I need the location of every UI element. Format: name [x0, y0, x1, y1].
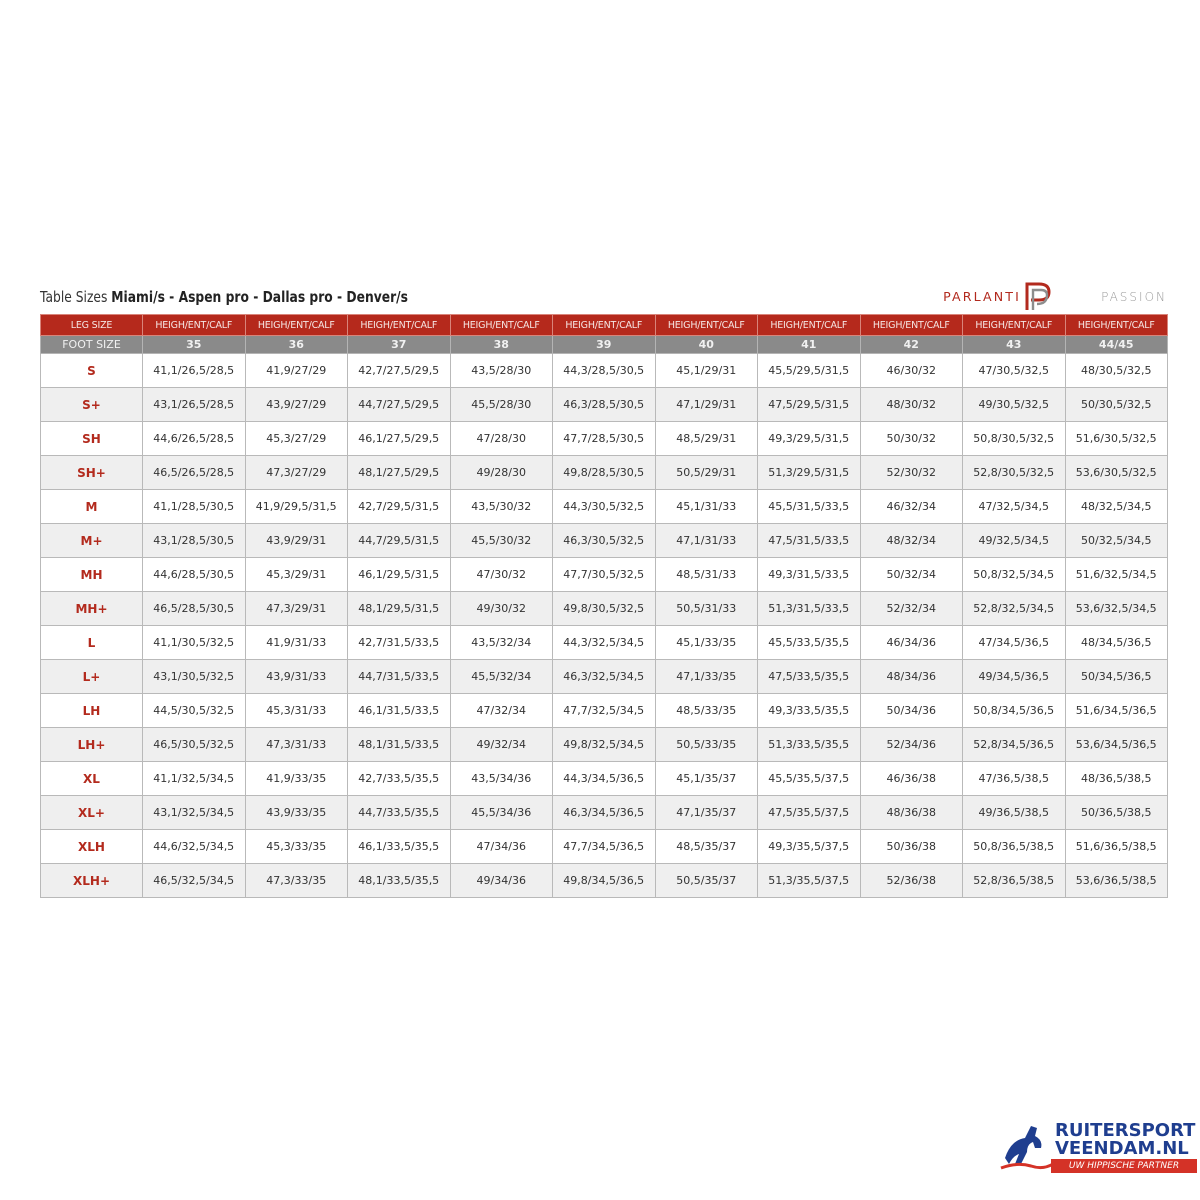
table-row — [41, 864, 1168, 898]
measurement-cell: 44,3/30,5/32,5 — [553, 490, 656, 524]
measurement-cell: 52,8/32,5/34,5 — [963, 592, 1066, 626]
foot-size-header: 38 — [450, 336, 553, 354]
measurement-cell: 47,5/31,5/33,5 — [758, 524, 861, 558]
measurement-cell: 49/36,5/38,5 — [963, 796, 1066, 830]
measurement-cell: 45,1/33/35 — [655, 626, 758, 660]
measurement-cell: 48/30/32 — [860, 388, 963, 422]
measurement-cell: 49/30/32 — [450, 592, 553, 626]
leg-size-label-cell: MH+ — [41, 592, 143, 626]
table-row — [41, 524, 1168, 558]
leg-size-label-cell: L+ — [41, 660, 143, 694]
measurement-cell: 44,7/29,5/31,5 — [348, 524, 451, 558]
measurement-cell: 45,1/31/33 — [655, 490, 758, 524]
measurement-cell: 48,5/33/35 — [655, 694, 758, 728]
measurement-cell: 46,1/33,5/35,5 — [348, 830, 451, 864]
title-row — [40, 278, 1167, 314]
leg-size-column-header: HEIGH/ENT/CALF — [348, 315, 451, 336]
measurement-cell: 43,5/30/32 — [450, 490, 553, 524]
measurement-cell: 49,8/34,5/36,5 — [553, 864, 656, 898]
measurement-cell: 47,5/29,5/31,5 — [758, 388, 861, 422]
measurement-cell: 47,1/33/35 — [655, 660, 758, 694]
measurement-cell: 49,8/32,5/34,5 — [553, 728, 656, 762]
measurement-cell: 46,1/29,5/31,5 — [348, 558, 451, 592]
measurement-cell: 47/28/30 — [450, 422, 553, 456]
measurement-cell: 50/36/38 — [860, 830, 963, 864]
measurement-cell: 43,9/29/31 — [245, 524, 348, 558]
measurement-cell: 45,1/29/31 — [655, 354, 758, 388]
measurement-cell: 46,1/27,5/29,5 — [348, 422, 451, 456]
measurement-cell: 49/34,5/36,5 — [963, 660, 1066, 694]
measurement-cell: 48,1/31,5/33,5 — [348, 728, 451, 762]
measurement-cell: 48/30,5/32,5 — [1065, 354, 1168, 388]
measurement-cell: 43,1/32,5/34,5 — [143, 796, 246, 830]
leg-size-label-cell: XLH — [41, 830, 143, 864]
foot-size-header: 42 — [860, 336, 963, 354]
measurement-cell: 43,9/27/29 — [245, 388, 348, 422]
leg-size-label-cell: XL+ — [41, 796, 143, 830]
leg-size-column-header: HEIGH/ENT/CALF — [143, 315, 246, 336]
measurement-cell: 42,7/27,5/29,5 — [348, 354, 451, 388]
measurement-cell: 50/32,5/34,5 — [1065, 524, 1168, 558]
measurement-cell: 52/36/38 — [860, 864, 963, 898]
foot-size-header: 43 — [963, 336, 1066, 354]
table-row — [41, 592, 1168, 626]
measurement-cell: 52,8/36,5/38,5 — [963, 864, 1066, 898]
measurement-cell: 50/30,5/32,5 — [1065, 388, 1168, 422]
leg-size-column-header: HEIGH/ENT/CALF — [553, 315, 656, 336]
measurement-cell: 44,6/28,5/30,5 — [143, 558, 246, 592]
measurement-cell: 47,3/27/29 — [245, 456, 348, 490]
measurement-cell: 49/32/34 — [450, 728, 553, 762]
measurement-cell: 47/32,5/34,5 — [963, 490, 1066, 524]
measurement-cell: 46,3/32,5/34,5 — [553, 660, 656, 694]
table-row — [41, 796, 1168, 830]
size-chart-sheet — [40, 278, 1167, 898]
measurement-cell: 51,3/31,5/33,5 — [758, 592, 861, 626]
leg-size-column-header: HEIGH/ENT/CALF — [860, 315, 963, 336]
measurement-cell: 45,3/29/31 — [245, 558, 348, 592]
ruitersport-veendam-watermark — [997, 1118, 1197, 1178]
foot-size-header: 39 — [553, 336, 656, 354]
measurement-cell: 44,3/34,5/36,5 — [553, 762, 656, 796]
measurement-cell: 50/34/36 — [860, 694, 963, 728]
measurement-cell: 48,5/29/31 — [655, 422, 758, 456]
logo-brand-right: PASSION — [1101, 290, 1167, 304]
foot-size-header: 36 — [245, 336, 348, 354]
measurement-cell: 47/30,5/32,5 — [963, 354, 1066, 388]
leg-size-label-cell: M+ — [41, 524, 143, 558]
measurement-cell: 45,5/30/32 — [450, 524, 553, 558]
measurement-cell: 41,9/29,5/31,5 — [245, 490, 348, 524]
measurement-cell: 47/36,5/38,5 — [963, 762, 1066, 796]
measurement-cell: 47,1/29/31 — [655, 388, 758, 422]
leg-size-column-header: HEIGH/ENT/CALF — [245, 315, 348, 336]
measurement-cell: 53,6/30,5/32,5 — [1065, 456, 1168, 490]
measurement-cell: 49,3/35,5/37,5 — [758, 830, 861, 864]
foot-size-label: FOOT SIZE — [41, 336, 143, 354]
measurement-cell: 44,3/28,5/30,5 — [553, 354, 656, 388]
measurement-cell: 45,5/32/34 — [450, 660, 553, 694]
measurement-cell: 45,3/31/33 — [245, 694, 348, 728]
horse-logo-icon — [997, 1118, 1055, 1174]
measurement-cell: 46/32/34 — [860, 490, 963, 524]
measurement-cell: 45,3/33/35 — [245, 830, 348, 864]
leg-size-label-cell: S+ — [41, 388, 143, 422]
measurement-cell: 45,3/27/29 — [245, 422, 348, 456]
leg-size-label-cell: SH — [41, 422, 143, 456]
title-models: Miami/s - Aspen pro - Dallas pro - Denver/s — [111, 288, 408, 306]
measurement-cell: 44,5/30,5/32,5 — [143, 694, 246, 728]
table-row — [41, 728, 1168, 762]
measurement-cell: 53,6/36,5/38,5 — [1065, 864, 1168, 898]
measurement-cell: 47/34,5/36,5 — [963, 626, 1066, 660]
leg-size-label-cell: LH+ — [41, 728, 143, 762]
measurement-cell: 47,3/31/33 — [245, 728, 348, 762]
measurement-cell: 42,7/29,5/31,5 — [348, 490, 451, 524]
foot-size-header: 44/45 — [1065, 336, 1168, 354]
table-row — [41, 388, 1168, 422]
measurement-cell: 52,8/34,5/36,5 — [963, 728, 1066, 762]
measurement-cell: 41,1/30,5/32,5 — [143, 626, 246, 660]
table-row — [41, 354, 1168, 388]
measurement-cell: 43,5/34/36 — [450, 762, 553, 796]
table-row — [41, 490, 1168, 524]
measurement-cell: 45,5/34/36 — [450, 796, 553, 830]
measurement-cell: 45,5/29,5/31,5 — [758, 354, 861, 388]
measurement-cell: 48,1/29,5/31,5 — [348, 592, 451, 626]
measurement-cell: 50,8/32,5/34,5 — [963, 558, 1066, 592]
measurement-cell: 52/30/32 — [860, 456, 963, 490]
foot-size-header: 37 — [348, 336, 451, 354]
watermark-line2: VEENDAM.NL — [1055, 1138, 1189, 1159]
leg-size-label: LEG SIZE — [41, 315, 143, 336]
measurement-cell: 47/34/36 — [450, 830, 553, 864]
measurement-cell: 48/36/38 — [860, 796, 963, 830]
measurement-cell: 50,8/36,5/38,5 — [963, 830, 1066, 864]
measurement-cell: 50/36,5/38,5 — [1065, 796, 1168, 830]
table-row — [41, 456, 1168, 490]
measurement-cell: 47,1/35/37 — [655, 796, 758, 830]
measurement-cell: 48/34,5/36,5 — [1065, 626, 1168, 660]
leg-size-column-header: HEIGH/ENT/CALF — [655, 315, 758, 336]
table-row — [41, 626, 1168, 660]
leg-size-label-cell: XLH+ — [41, 864, 143, 898]
measurement-cell: 48/32,5/34,5 — [1065, 490, 1168, 524]
measurement-cell: 46,5/30,5/32,5 — [143, 728, 246, 762]
size-table-body — [41, 315, 1168, 898]
leg-size-column-header: HEIGH/ENT/CALF — [450, 315, 553, 336]
measurement-cell: 42,7/31,5/33,5 — [348, 626, 451, 660]
measurement-cell: 50/32/34 — [860, 558, 963, 592]
measurement-cell: 49/32,5/34,5 — [963, 524, 1066, 558]
measurement-cell: 49/30,5/32,5 — [963, 388, 1066, 422]
measurement-cell: 46,3/34,5/36,5 — [553, 796, 656, 830]
measurement-cell: 49,8/28,5/30,5 — [553, 456, 656, 490]
title-prefix: Table Sizes — [40, 288, 108, 306]
leg-size-label-cell: MH — [41, 558, 143, 592]
leg-size-column-header: HEIGH/ENT/CALF — [1065, 315, 1168, 336]
watermark-tagline: UW HIPPISCHE PARTNER — [1051, 1159, 1197, 1173]
table-row — [41, 558, 1168, 592]
measurement-cell: 50,5/29/31 — [655, 456, 758, 490]
size-table — [40, 314, 1168, 898]
measurement-cell: 48/32/34 — [860, 524, 963, 558]
measurement-cell: 51,3/29,5/31,5 — [758, 456, 861, 490]
measurement-cell: 50,8/34,5/36,5 — [963, 694, 1066, 728]
measurement-cell: 47,3/33/35 — [245, 864, 348, 898]
leg-size-label-cell: SH+ — [41, 456, 143, 490]
measurement-cell: 46/30/32 — [860, 354, 963, 388]
watermark-line1: RUITERSPORT — [1055, 1120, 1196, 1141]
measurement-cell: 50,5/33/35 — [655, 728, 758, 762]
measurement-cell: 41,1/28,5/30,5 — [143, 490, 246, 524]
measurement-cell: 41,9/33/35 — [245, 762, 348, 796]
page-title — [40, 288, 408, 306]
measurement-cell: 50/34,5/36,5 — [1065, 660, 1168, 694]
measurement-cell: 45,1/35/37 — [655, 762, 758, 796]
measurement-cell: 50,5/31/33 — [655, 592, 758, 626]
leg-size-column-header: HEIGH/ENT/CALF — [758, 315, 861, 336]
measurement-cell: 53,6/32,5/34,5 — [1065, 592, 1168, 626]
measurement-cell: 52,8/30,5/32,5 — [963, 456, 1066, 490]
pp-monogram-icon — [1021, 280, 1055, 312]
measurement-cell: 43,9/33/35 — [245, 796, 348, 830]
table-row — [41, 830, 1168, 864]
leg-size-label-cell: M — [41, 490, 143, 524]
logo-brand-left: PARLANTI — [943, 290, 1021, 304]
measurement-cell: 47/30/32 — [450, 558, 553, 592]
measurement-cell: 47,7/30,5/32,5 — [553, 558, 656, 592]
measurement-cell: 52/34/36 — [860, 728, 963, 762]
measurement-cell: 44,6/32,5/34,5 — [143, 830, 246, 864]
measurement-cell: 50,5/35/37 — [655, 864, 758, 898]
leg-size-column-header: HEIGH/ENT/CALF — [963, 315, 1066, 336]
table-row — [41, 422, 1168, 456]
measurement-cell: 45,5/33,5/35,5 — [758, 626, 861, 660]
measurement-cell: 43,9/31/33 — [245, 660, 348, 694]
foot-size-header: 41 — [758, 336, 861, 354]
leg-size-label-cell: LH — [41, 694, 143, 728]
measurement-cell: 49,3/31,5/33,5 — [758, 558, 861, 592]
measurement-cell: 42,7/33,5/35,5 — [348, 762, 451, 796]
measurement-cell: 41,9/31/33 — [245, 626, 348, 660]
table-row — [41, 660, 1168, 694]
measurement-cell: 48,5/31/33 — [655, 558, 758, 592]
measurement-cell: 48,1/33,5/35,5 — [348, 864, 451, 898]
measurement-cell: 47,7/34,5/36,5 — [553, 830, 656, 864]
measurement-cell: 47,7/32,5/34,5 — [553, 694, 656, 728]
measurement-cell: 41,1/32,5/34,5 — [143, 762, 246, 796]
foot-size-header: 40 — [655, 336, 758, 354]
measurement-cell: 48/36,5/38,5 — [1065, 762, 1168, 796]
measurement-cell: 47,1/31/33 — [655, 524, 758, 558]
measurement-cell: 44,3/32,5/34,5 — [553, 626, 656, 660]
leg-size-label-cell: S — [41, 354, 143, 388]
measurement-cell: 47,5/35,5/37,5 — [758, 796, 861, 830]
measurement-cell: 51,6/34,5/36,5 — [1065, 694, 1168, 728]
measurement-cell: 50/30/32 — [860, 422, 963, 456]
measurement-cell: 46,3/30,5/32,5 — [553, 524, 656, 558]
measurement-cell: 44,7/33,5/35,5 — [348, 796, 451, 830]
table-row — [41, 694, 1168, 728]
measurement-cell: 46/34/36 — [860, 626, 963, 660]
measurement-cell: 49,8/30,5/32,5 — [553, 592, 656, 626]
measurement-cell: 51,3/33,5/35,5 — [758, 728, 861, 762]
measurement-cell: 51,6/30,5/32,5 — [1065, 422, 1168, 456]
measurement-cell: 43,5/32/34 — [450, 626, 553, 660]
foot-size-header-row — [41, 336, 1168, 354]
measurement-cell: 47,5/33,5/35,5 — [758, 660, 861, 694]
measurement-cell: 51,6/36,5/38,5 — [1065, 830, 1168, 864]
measurement-cell: 46,5/26,5/28,5 — [143, 456, 246, 490]
measurement-cell: 44,7/31,5/33,5 — [348, 660, 451, 694]
measurement-cell: 53,6/34,5/36,5 — [1065, 728, 1168, 762]
measurement-cell: 46/36/38 — [860, 762, 963, 796]
measurement-cell: 48/34/36 — [860, 660, 963, 694]
measurement-cell: 44,6/26,5/28,5 — [143, 422, 246, 456]
measurement-cell: 45,5/28/30 — [450, 388, 553, 422]
measurement-cell: 44,7/27,5/29,5 — [348, 388, 451, 422]
measurement-cell: 45,5/31,5/33,5 — [758, 490, 861, 524]
parlanti-passion-logo — [897, 280, 1167, 312]
leg-size-label-cell: XL — [41, 762, 143, 796]
measurement-cell: 47/32/34 — [450, 694, 553, 728]
measurement-cell: 43,1/28,5/30,5 — [143, 524, 246, 558]
measurement-cell: 41,1/26,5/28,5 — [143, 354, 246, 388]
measurement-cell: 45,5/35,5/37,5 — [758, 762, 861, 796]
measurement-cell: 43,1/26,5/28,5 — [143, 388, 246, 422]
measurement-cell: 46,1/31,5/33,5 — [348, 694, 451, 728]
measurement-cell: 46,5/32,5/34,5 — [143, 864, 246, 898]
measurement-cell: 48,5/35/37 — [655, 830, 758, 864]
measurement-cell: 52/32/34 — [860, 592, 963, 626]
measurement-cell: 51,3/35,5/37,5 — [758, 864, 861, 898]
leg-size-label-cell: L — [41, 626, 143, 660]
measurement-cell: 50,8/30,5/32,5 — [963, 422, 1066, 456]
measurement-cell: 49/34/36 — [450, 864, 553, 898]
measurement-cell: 51,6/32,5/34,5 — [1065, 558, 1168, 592]
measurement-cell: 46,3/28,5/30,5 — [553, 388, 656, 422]
foot-size-header: 35 — [143, 336, 246, 354]
measurement-cell: 43,1/30,5/32,5 — [143, 660, 246, 694]
measurement-cell: 43,5/28/30 — [450, 354, 553, 388]
measurement-cell: 49/28/30 — [450, 456, 553, 490]
table-row — [41, 762, 1168, 796]
leg-size-header-row — [41, 315, 1168, 336]
measurement-cell: 46,5/28,5/30,5 — [143, 592, 246, 626]
measurement-cell: 48,1/27,5/29,5 — [348, 456, 451, 490]
measurement-cell: 41,9/27/29 — [245, 354, 348, 388]
measurement-cell: 49,3/29,5/31,5 — [758, 422, 861, 456]
measurement-cell: 47,3/29/31 — [245, 592, 348, 626]
measurement-cell: 47,7/28,5/30,5 — [553, 422, 656, 456]
measurement-cell: 49,3/33,5/35,5 — [758, 694, 861, 728]
